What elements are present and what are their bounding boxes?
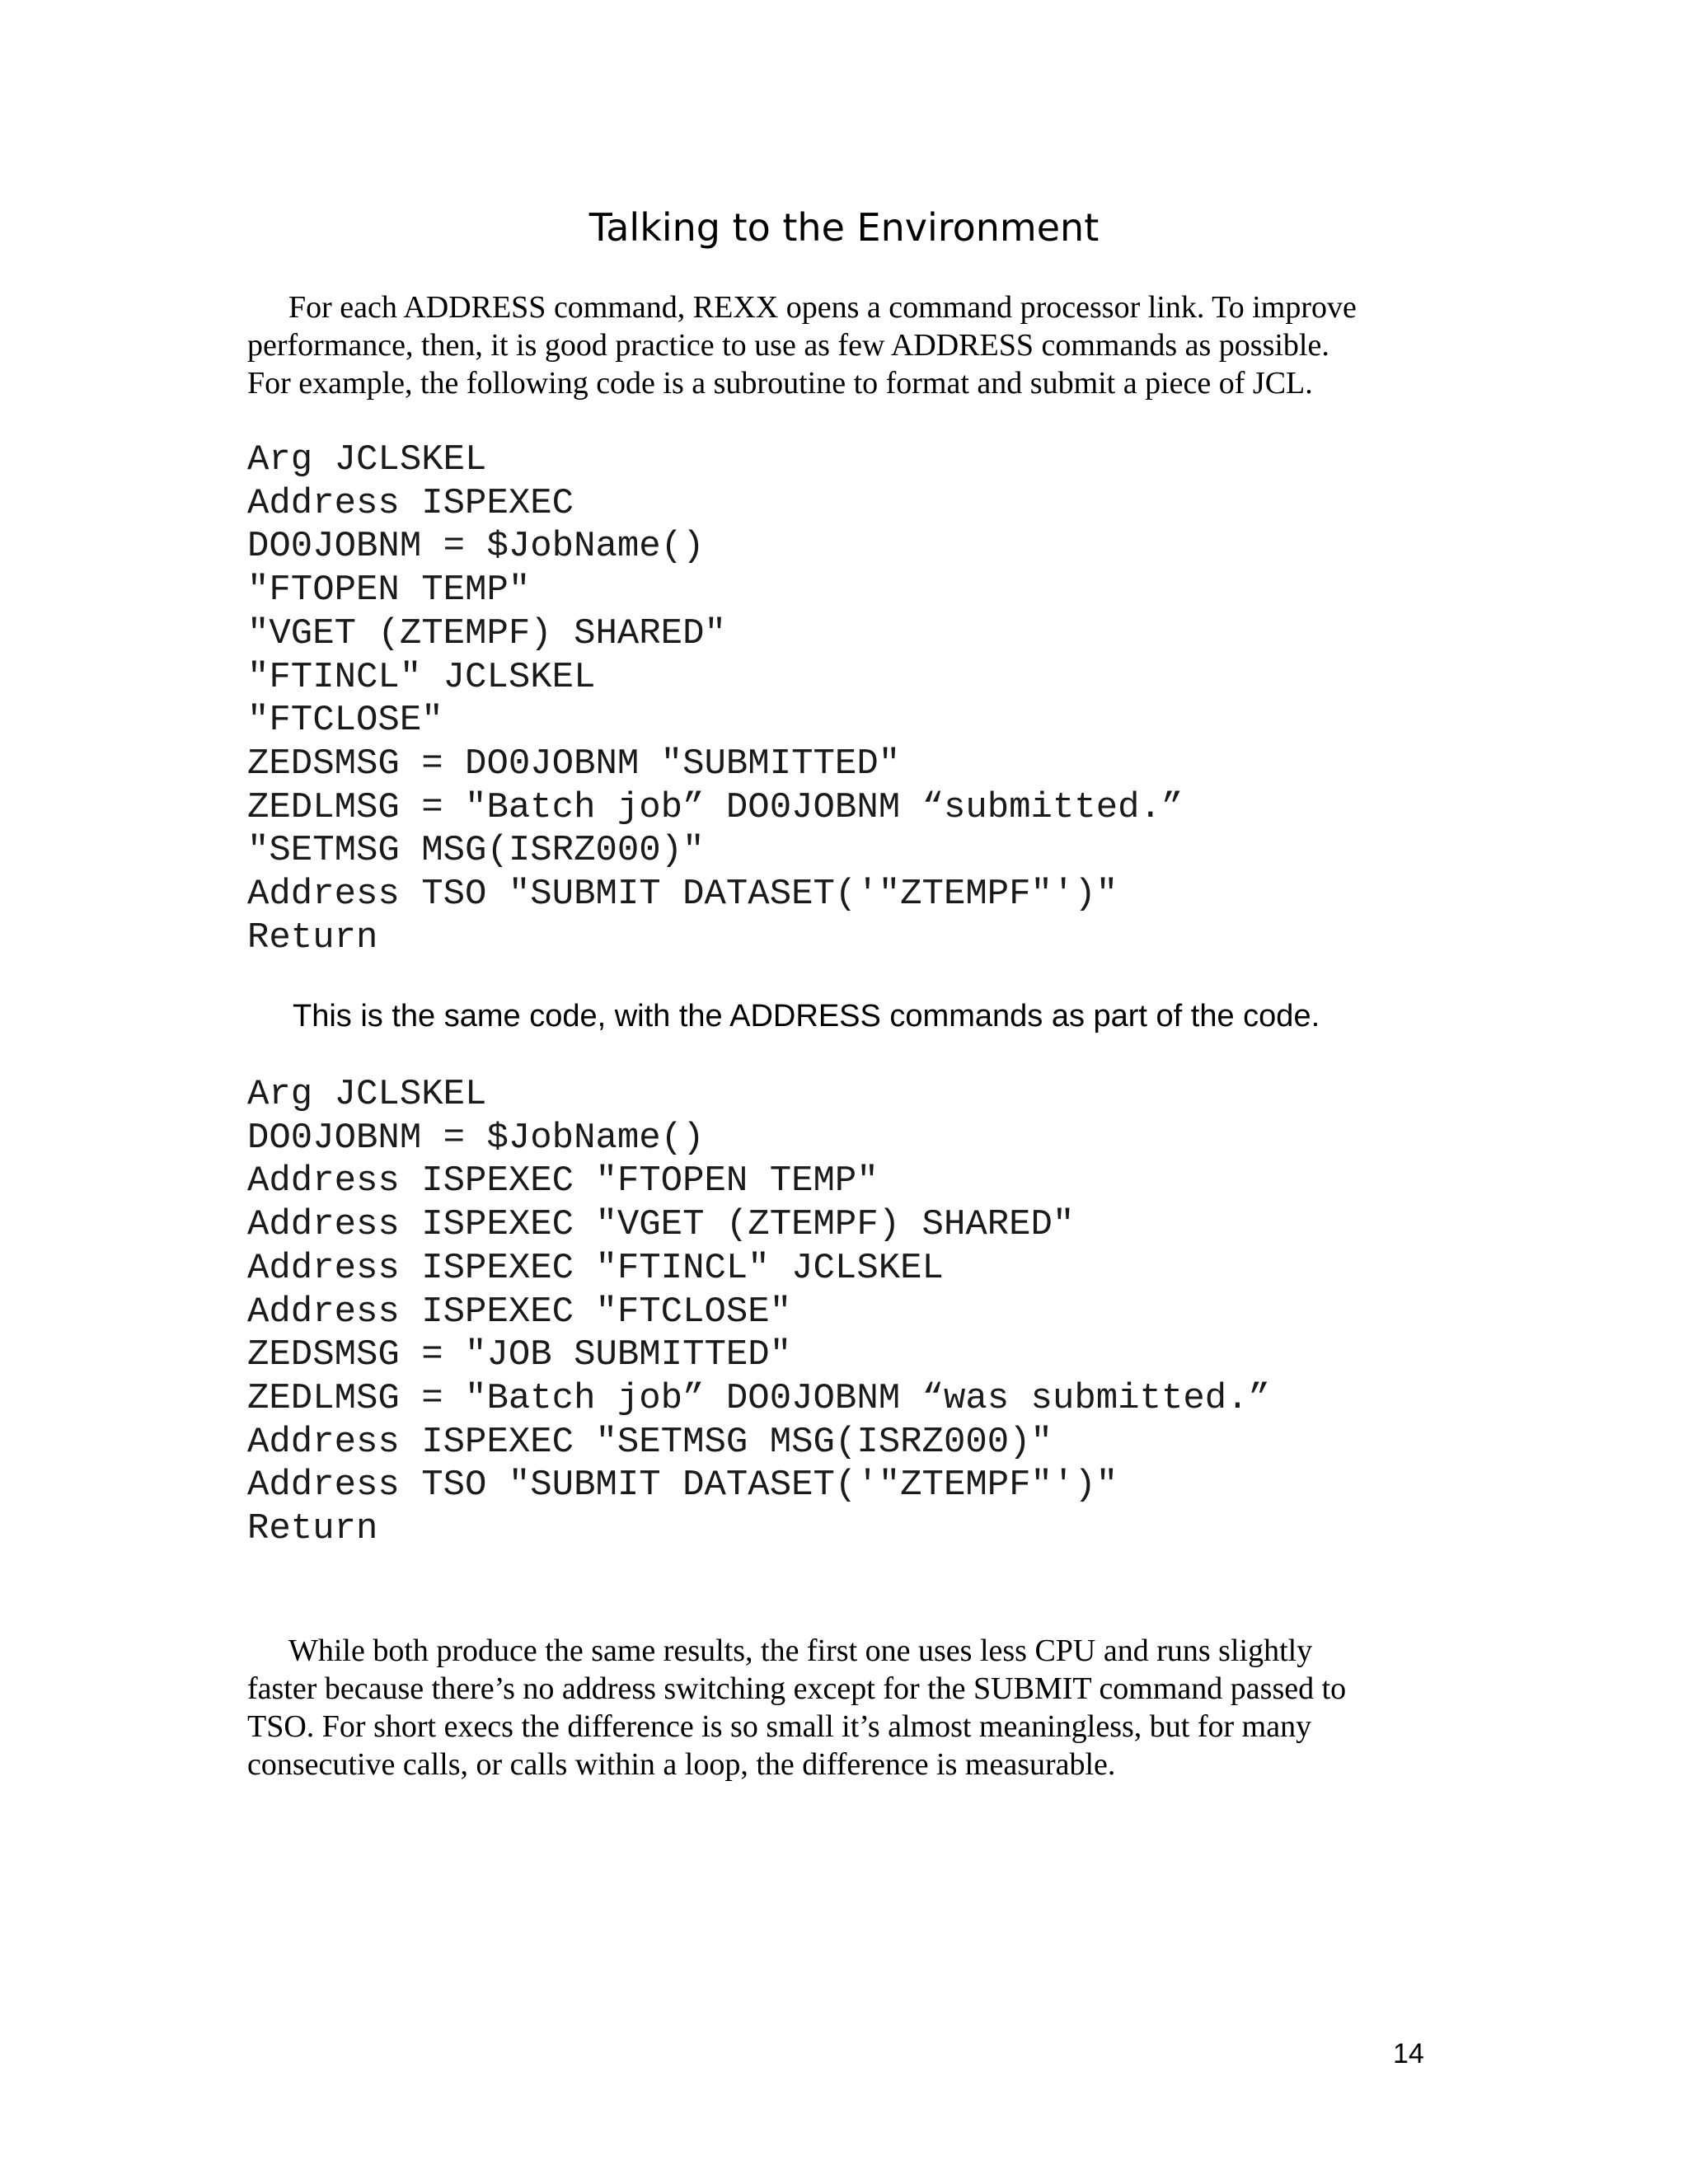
closing-line: faster because there’s no address switching except for the SUBMIT command passed to <box>247 1671 1347 1706</box>
code-line: Address ISPEXEC "FTCLOSE" <box>247 1291 792 1333</box>
code-line: Address TSO "SUBMIT DATASET('"ZTEMPF"')" <box>247 1465 1118 1507</box>
code-line: Address ISPEXEC "SETMSG MSG(ISRZ000)" <box>247 1421 1053 1463</box>
closing-line: consecutive calls, or calls within a loop, the difference is measurable. <box>247 1747 1116 1782</box>
intro-line: For example, the following code is a subroutine to format and submit a piece of JCL. <box>247 366 1313 401</box>
code-line: Return <box>247 916 378 958</box>
code-line: Arg JCLSKEL <box>247 1074 487 1115</box>
code-line: ZEDSMSG = DO0JOBNM "SUBMITTED" <box>247 743 901 785</box>
code-line: "FTOPEN TEMP" <box>247 569 531 612</box>
code-line: Address ISPEXEC <box>247 482 574 524</box>
code-block-inline-address <box>247 1073 1484 1551</box>
code-line: "VGET (ZTEMPF) SHARED" <box>247 612 726 654</box>
intro-paragraph <box>247 288 1451 402</box>
intro-line: performance, then, it is good practice to use as few ADDRESS commands as possible. <box>247 328 1329 363</box>
intro-line: For each ADDRESS command, REXX opens a command processor link. To improve <box>288 290 1357 325</box>
code-line: ZEDSMSG = "JOB SUBMITTED" <box>247 1334 792 1376</box>
code-line: DO0JOBNM = $JobName() <box>247 1117 705 1159</box>
closing-line: TSO. For short execs the difference is so small it’s almost meaningless, but for many <box>247 1709 1312 1744</box>
code-line: Address ISPEXEC "FTOPEN TEMP" <box>247 1160 879 1202</box>
closing-line: While both produce the same results, the first one uses less CPU and runs slightly <box>288 1633 1313 1668</box>
code-line: "FTINCL" JCLSKEL <box>247 656 596 698</box>
code-line: Address ISPEXEC "FTINCL" JCLSKEL <box>247 1247 944 1289</box>
page-title: Talking to the Environment <box>588 205 1100 250</box>
code-line: "FTCLOSE" <box>247 700 443 742</box>
code-line: DO0JOBNM = $JobName() <box>247 526 705 568</box>
code-line: "SETMSG MSG(ISRZ000)" <box>247 830 705 872</box>
closing-paragraph <box>247 1632 1451 1783</box>
code-line: Address TSO "SUBMIT DATASET('"ZTEMPF"')" <box>247 874 1118 916</box>
code-line: ZEDLMSG = "Batch job” DO0JOBNM “submitted.” <box>247 786 1184 828</box>
code-block-single-address <box>247 438 1484 959</box>
code-line: Return <box>247 1508 378 1550</box>
middle-note: This is the same code, with the ADDRESS commands as part of the code. <box>293 999 1320 1033</box>
code-line: Address ISPEXEC "VGET (ZTEMPF) SHARED" <box>247 1204 1075 1246</box>
code-line: ZEDLMSG = "Batch job” DO0JOBNM “was submitted.” <box>247 1377 1271 1419</box>
page-number: 14 <box>1393 2038 1424 2069</box>
code-line: Arg JCLSKEL <box>247 439 487 480</box>
